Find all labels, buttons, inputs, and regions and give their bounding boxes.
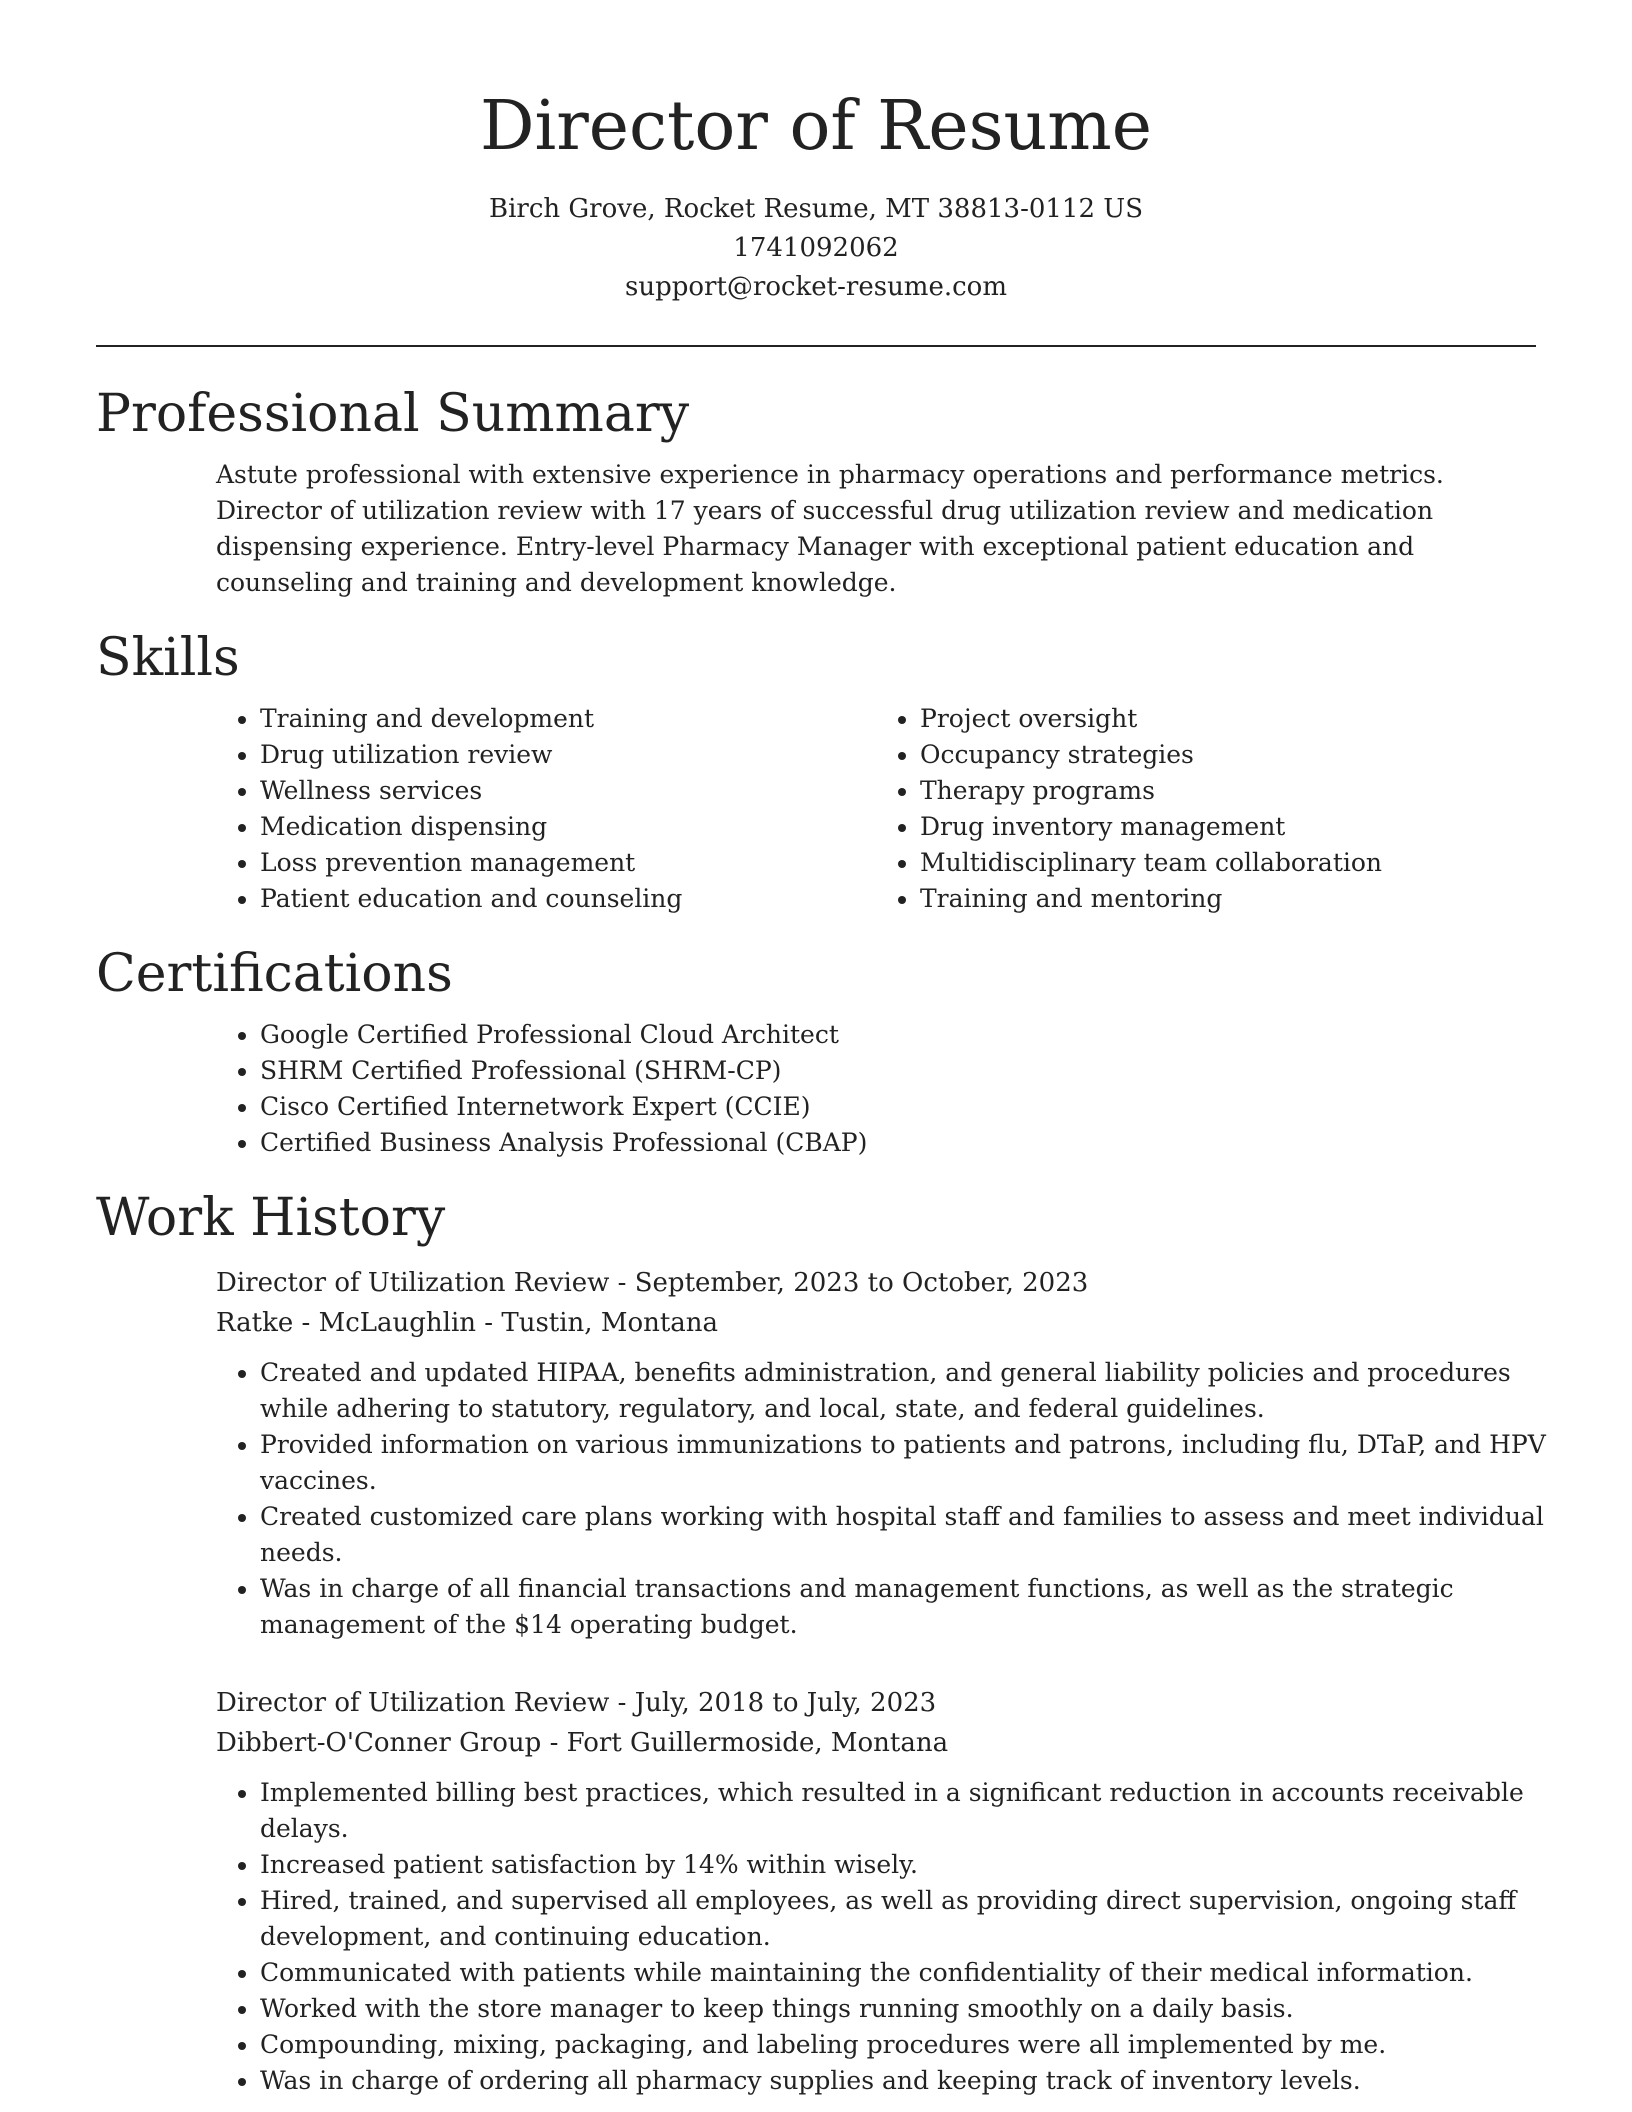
job-bullet: • Provided information on various immunizations to patients and patrons, including flu, DTaP, and HPV vaccines. bbox=[260, 1427, 1560, 1499]
job-bullet: • Worked with the store manager to keep things running smoothly on a daily basis. bbox=[260, 1991, 1560, 2027]
skill-item: • Loss prevention management bbox=[260, 845, 876, 881]
skill-item: • Occupancy strategies bbox=[920, 737, 1536, 773]
certification-item: • Certified Business Analysis Professional (CBAP) bbox=[260, 1125, 1536, 1161]
skill-item: • Drug inventory management bbox=[920, 809, 1536, 845]
job-dates: - July, 2018 to July, 2023 bbox=[609, 1688, 937, 1718]
skills-grid bbox=[216, 701, 1536, 917]
job-company-line bbox=[216, 1723, 1536, 1763]
job-bullets bbox=[216, 1775, 1560, 2099]
address: Birch Grove, Rocket Resume, MT 38813-0112 US bbox=[488, 194, 1144, 224]
skill-item: • Therapy programs bbox=[920, 773, 1536, 809]
summary-heading: Professional Summary bbox=[96, 384, 690, 444]
email: support@rocket-resume.com bbox=[624, 272, 1007, 302]
job-bullets bbox=[216, 1355, 1560, 1643]
certification-item: • Cisco Certified Internetwork Expert (CCIE) bbox=[260, 1089, 1536, 1125]
skill-item: • Patient education and counseling bbox=[260, 881, 876, 917]
skills-section bbox=[96, 627, 1536, 917]
job-company: Dibbert-O'Conner Group bbox=[216, 1728, 542, 1758]
certification-item: • Google Certified Professional Cloud Architect bbox=[260, 1017, 1536, 1053]
job-location: - Tustin, Montana bbox=[476, 1308, 719, 1338]
job-title-line bbox=[216, 1683, 1536, 1723]
job-bullet: • Compounding, mixing, packaging, and labeling procedures were all implemented by me. bbox=[260, 2027, 1560, 2063]
skills-right-list bbox=[876, 701, 1536, 917]
skill-item: • Training and development bbox=[260, 701, 876, 737]
job-bullet: • Communicated with patients while maintaining the confidentiality of their medical information. bbox=[260, 1955, 1560, 1991]
skill-item: • Multidisciplinary team collaboration bbox=[920, 845, 1536, 881]
job-bullet: • Hired, trained, and supervised all employees, as well as providing direct supervision, ongoing staff development, and continuing education. bbox=[260, 1883, 1560, 1955]
summary-text: Astute professional with extensive experience in pharmacy operations and performance metrics. Director of utilization review with 17 years of successful drug utilization review and medication dispensing experience. Entry-level Pharmacy Manager with exceptional patient education and counseling and training and development knowledge. bbox=[216, 460, 1444, 597]
job-company-line bbox=[216, 1303, 1536, 1343]
summary-section bbox=[96, 383, 1536, 601]
resume-name: Director of Resume bbox=[479, 87, 1153, 166]
job-bullet: • Implemented billing best practices, which resulted in a significant reduction in accounts receivable delays. bbox=[260, 1775, 1560, 1847]
job-title: Director of Utilization Review bbox=[216, 1688, 610, 1718]
job-bullet: • Was in charge of ordering all pharmacy supplies and keeping track of inventory levels. bbox=[260, 2063, 1560, 2099]
job-bullet: • Was in charge of all financial transactions and management functions, as well as the strategic management of the $14 operating budget. bbox=[260, 1571, 1560, 1643]
job-entry bbox=[216, 1263, 1546, 1643]
resume-header bbox=[96, 0, 1536, 307]
skills-left-list bbox=[216, 701, 876, 917]
work-history-section bbox=[96, 1187, 1546, 2099]
job-title: Director of Utilization Review bbox=[216, 1268, 610, 1298]
job-title-line bbox=[216, 1263, 1536, 1303]
job-location: - Fort Guillermoside, Montana bbox=[541, 1728, 949, 1758]
job-bullet: • Created and updated HIPAA, benefits administration, and general liability policies and procedures while adhering to statutory, regulatory, and local, state, and federal guidelines. bbox=[260, 1355, 1560, 1427]
certification-item: • SHRM Certified Professional (SHRM-CP) bbox=[260, 1053, 1536, 1089]
certifications-section bbox=[96, 943, 1536, 1161]
resume-page bbox=[96, 0, 1546, 2099]
certifications-list bbox=[216, 1017, 1536, 1161]
job-dates: - September, 2023 to October, 2023 bbox=[609, 1268, 1089, 1298]
skill-item: • Medication dispensing bbox=[260, 809, 876, 845]
job-company: Ratke - McLaughlin bbox=[216, 1308, 477, 1338]
skills-heading: Skills bbox=[96, 628, 240, 688]
job-entry bbox=[216, 1683, 1536, 2099]
job-bullet: • Created customized care plans working with hospital staff and families to assess and meet individual needs. bbox=[260, 1499, 1560, 1571]
skill-item: • Training and mentoring bbox=[920, 881, 1536, 917]
skill-item: • Drug utilization review bbox=[260, 737, 876, 773]
header-divider bbox=[96, 345, 1536, 347]
phone: 1741092062 bbox=[733, 233, 899, 263]
certifications-heading: Certifications bbox=[96, 944, 453, 1004]
job-bullet: • Increased patient satisfaction by 14% within wisely. bbox=[260, 1847, 1560, 1883]
contact-block bbox=[96, 190, 1536, 307]
work-history-heading: Work History bbox=[96, 1188, 446, 1248]
skill-item: • Project oversight bbox=[920, 701, 1536, 737]
skill-item: • Wellness services bbox=[260, 773, 876, 809]
